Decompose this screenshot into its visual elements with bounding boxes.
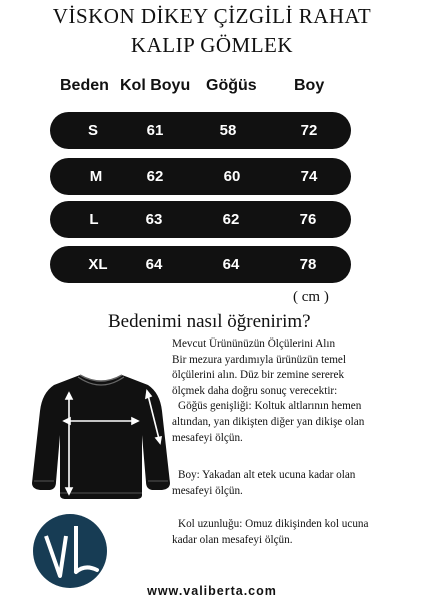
intro-line: Mevcut Ürününüzün Ölçülerini Alın bbox=[172, 338, 336, 350]
cell-length: 78 bbox=[299, 256, 317, 273]
table-row bbox=[50, 158, 351, 195]
header-gogus: Göğüs bbox=[206, 77, 257, 94]
cell-sleeve: 61 bbox=[146, 122, 164, 139]
intro-line: Bir mezura yardımıyla ürünüzün temel bbox=[172, 353, 346, 366]
header-boy: Boy bbox=[294, 77, 325, 94]
cell-sleeve: 64 bbox=[145, 256, 163, 273]
sweater-measurement-icon bbox=[30, 363, 172, 505]
intro-line: ölçülerini alın. Düz bir zemine sererek bbox=[172, 369, 345, 382]
intro-line: ölçmek daha doğru sonuç verecektir: bbox=[172, 384, 338, 397]
length-instruction-cont: mesafeyi ölçün. bbox=[172, 484, 243, 497]
cell-chest: 64 bbox=[222, 256, 240, 273]
table-row bbox=[50, 112, 351, 149]
how-to-heading: Bedenimi nasıl öğrenirim? bbox=[108, 311, 311, 332]
instructions-intro bbox=[172, 337, 422, 446]
length-instruction: Boy: Yakadan alt etek ucuna kadar olan bbox=[178, 469, 356, 481]
cell-size: XL bbox=[88, 256, 108, 273]
table-row bbox=[50, 201, 351, 238]
chest-instruction: Göğüs genişliği: Koltuk altlarının hemen bbox=[178, 400, 362, 413]
cell-size: L bbox=[89, 211, 99, 228]
unit-label: ( cm ) bbox=[293, 289, 329, 305]
page-subtitle: KALIP GÖMLEK bbox=[130, 33, 294, 57]
intro-line: mesafeyi ölçün. bbox=[172, 431, 243, 444]
instructions-sleeve bbox=[172, 517, 422, 548]
header-kol-boyu: Kol Boyu bbox=[120, 77, 191, 94]
valiberta-vl-logo bbox=[33, 514, 107, 588]
cell-length: 74 bbox=[300, 168, 318, 185]
header-beden: Beden bbox=[60, 77, 109, 94]
cell-size: S bbox=[87, 122, 99, 139]
sleeve-instruction: Kol uzunluğu: Omuz dikişinden kol ucuna bbox=[178, 518, 369, 530]
table-row bbox=[50, 246, 351, 283]
instructions-length bbox=[172, 468, 422, 499]
cell-length: 76 bbox=[299, 211, 317, 228]
cell-chest: 58 bbox=[219, 122, 237, 139]
cell-size: M bbox=[89, 168, 103, 185]
cell-length: 72 bbox=[300, 122, 318, 139]
cell-sleeve: 63 bbox=[145, 211, 163, 228]
cell-chest: 62 bbox=[222, 211, 240, 228]
cell-chest: 60 bbox=[223, 168, 241, 185]
intro-line: altından, yan dikişten diğer yan dikişe olan bbox=[172, 415, 365, 428]
website-link[interactable]: www.valiberta.com bbox=[147, 584, 277, 598]
cell-sleeve: 62 bbox=[146, 168, 164, 185]
sleeve-instruction-cont: kadar olan mesafeyi ölçün. bbox=[172, 533, 293, 546]
page-title: VİSKON DİKEY ÇİZGİLİ RAHAT bbox=[52, 4, 372, 28]
